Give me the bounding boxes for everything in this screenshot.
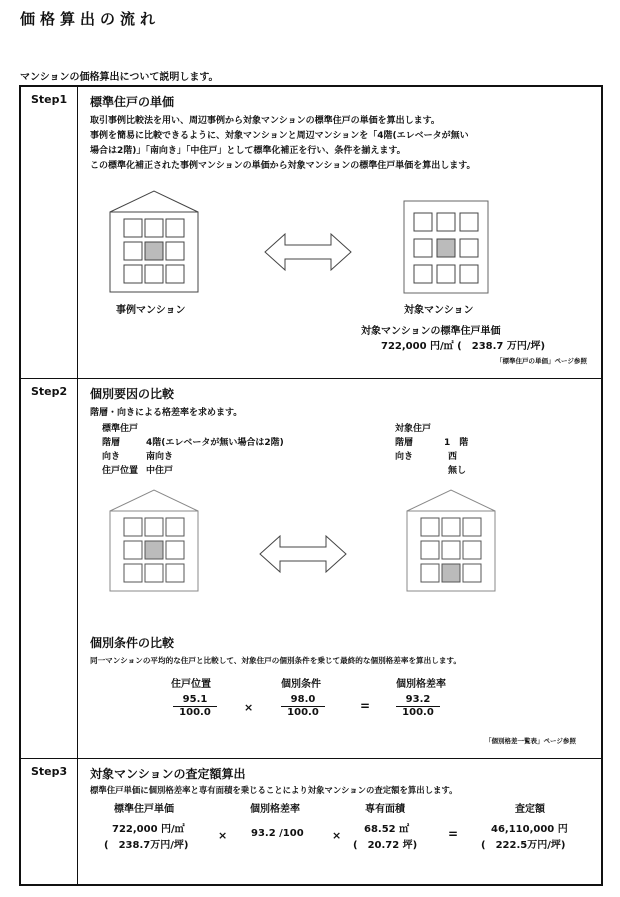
unit-price-tsubo: ( 238.7万円/坪) bbox=[104, 839, 189, 851]
col-unit-price-header: 標準住戸単価 bbox=[114, 803, 174, 815]
step3-heading: 対象マンションの査定額算出 bbox=[90, 766, 246, 781]
col-condition-header: 個別条件 bbox=[281, 678, 321, 690]
standard-position-value: 中住戸 bbox=[146, 465, 174, 476]
times-sign: × bbox=[244, 700, 254, 714]
unit-price-value: 722,000 円/㎡ bbox=[112, 823, 185, 835]
target-building-icon bbox=[400, 199, 492, 295]
equals-sign: = bbox=[448, 826, 459, 841]
intro-text: マンションの価格算出について説明します。 bbox=[20, 72, 219, 83]
rate-numerator: 93.2 bbox=[396, 694, 440, 707]
position-numerator: 95.1 bbox=[173, 694, 217, 707]
step1-line: 事例を簡易に比較できるように、対象マンションと周辺マンションを「4階(エレベータが無い bbox=[90, 131, 469, 141]
step1-reference: 「標準住戸の単価」ページ参照 bbox=[496, 357, 587, 365]
step3-cell bbox=[20, 758, 78, 885]
double-arrow-icon bbox=[258, 532, 348, 576]
col-rate-header: 個別格差率 bbox=[250, 803, 300, 815]
col-total-header: 査定額 bbox=[515, 803, 545, 815]
step2-subtitle: 階層・向きによる格差率を求めます。 bbox=[90, 407, 243, 418]
condition-denominator: 100.0 bbox=[287, 706, 319, 718]
double-arrow-icon bbox=[263, 230, 353, 274]
step2-reference: 「個別格差一覧表」ページ参照 bbox=[485, 736, 576, 745]
unit-price-title: 対象マンションの標準住戸単価 bbox=[361, 326, 501, 337]
step3-desc: 標準住戸単価に個別格差率と専有面積を乗じることにより対象マンションの査定額を算出します。 bbox=[90, 784, 458, 795]
step2-cell bbox=[20, 378, 78, 758]
example-building-label: 事例マンション bbox=[116, 305, 186, 316]
position-fraction bbox=[173, 694, 217, 718]
step2-row bbox=[20, 378, 602, 758]
step1-line: この標準化補正された事例マンションの単価から対象マンションの標準住戸単価を算出します。 bbox=[90, 161, 476, 171]
standard-floor-label: 階層 bbox=[102, 437, 121, 448]
step3-label: Step3 bbox=[31, 764, 68, 778]
step2-heading: 個別要因の比較 bbox=[90, 386, 175, 401]
step2-content bbox=[78, 378, 603, 758]
target-floor-value: 1 階 bbox=[444, 437, 469, 448]
target-floor-label: 階層 bbox=[395, 437, 414, 448]
area-value: 68.52 ㎡ bbox=[364, 823, 410, 835]
step1-row bbox=[20, 86, 602, 378]
col-area-header: 専有面積 bbox=[365, 803, 405, 815]
standard-floor-value: 4階(エレベータが無い場合は2階) bbox=[146, 437, 284, 448]
col-rate-header: 個別格差率 bbox=[396, 678, 446, 690]
step1-line: 場合は2階)」「南向き」「中住戸」として標準化補正を行い、条件を揃えます。 bbox=[90, 146, 406, 156]
standard-title: 標準住戸 bbox=[102, 423, 139, 434]
standard-position-label: 住戸位置 bbox=[102, 465, 139, 476]
position-denominator: 100.0 bbox=[179, 706, 211, 718]
step1-label: Step1 bbox=[31, 93, 68, 106]
step3-row bbox=[20, 758, 602, 885]
step3-content bbox=[78, 758, 603, 885]
example-building-icon bbox=[104, 187, 204, 295]
step1-line: 取引事例比較法を用い、周辺事例から対象マンションの標準住戸の単価を算出します。 bbox=[90, 116, 440, 126]
step1-cell bbox=[20, 86, 78, 378]
target-unit-building-icon bbox=[401, 486, 501, 594]
target-position-value: 無し bbox=[448, 465, 467, 476]
target-title: 対象住戸 bbox=[395, 423, 432, 434]
times-sign-2: × bbox=[332, 828, 342, 842]
rate-value: 93.2 /100 bbox=[251, 827, 304, 839]
target-building-label: 対象マンション bbox=[404, 305, 474, 316]
area-tsubo: ( 20.72 坪) bbox=[353, 839, 418, 851]
page-title: 価格算出の流れ bbox=[20, 10, 161, 28]
step2-label: Step2 bbox=[31, 384, 68, 398]
compare-heading: 個別条件の比較 bbox=[90, 635, 175, 650]
times-sign: × bbox=[218, 828, 228, 842]
standard-direction-value: 南向き bbox=[146, 451, 174, 462]
steps-table bbox=[19, 85, 603, 886]
step1-heading: 標準住戸の単価 bbox=[90, 95, 175, 109]
standard-direction-label: 向き bbox=[102, 451, 121, 462]
rate-fraction bbox=[396, 694, 440, 718]
condition-numerator: 98.0 bbox=[281, 694, 325, 707]
unit-price-value: 722,000 円/㎡ ( 238.7 万円/坪) bbox=[381, 341, 546, 352]
rate-denominator: 100.0 bbox=[402, 706, 434, 718]
col-position-header: 住戸位置 bbox=[171, 678, 211, 690]
step1-content bbox=[78, 86, 603, 378]
total-man: ( 222.5万円/坪) bbox=[481, 839, 566, 851]
target-direction-value: 西 bbox=[448, 451, 458, 462]
target-direction-label: 向き bbox=[395, 451, 414, 462]
equals-sign: = bbox=[360, 698, 371, 713]
compare-desc: 同一マンションの平均的な住戸と比較して、対象住戸の個別条件を乗じて最終的な個別格差率を算出します。 bbox=[90, 655, 461, 665]
standard-unit-building-icon bbox=[104, 486, 204, 594]
condition-fraction bbox=[281, 694, 325, 718]
total-value: 46,110,000 円 bbox=[491, 823, 568, 835]
